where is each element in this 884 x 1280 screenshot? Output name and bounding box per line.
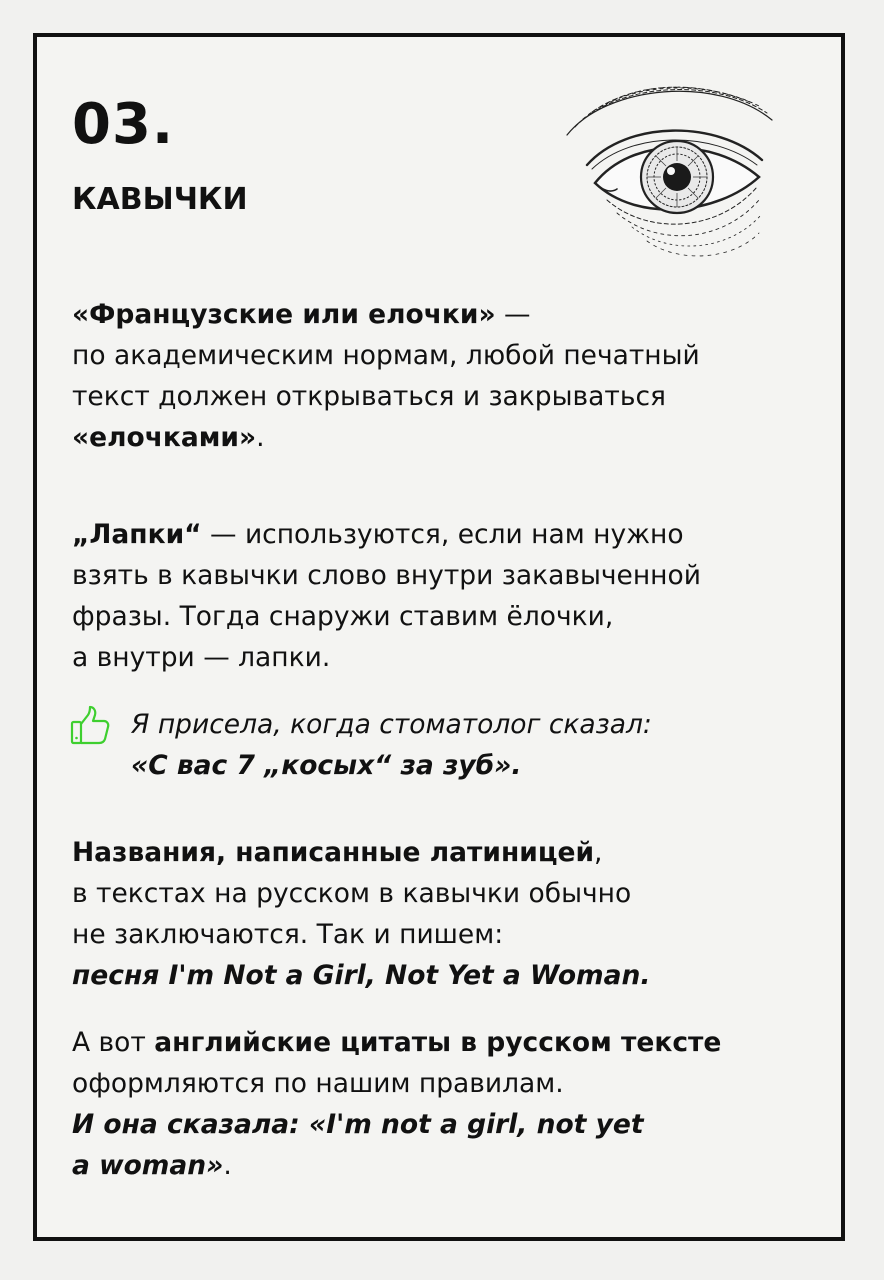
slide-card (33, 33, 845, 1241)
term-lapki: „Лапки“ (72, 519, 202, 550)
text-span: А вот (72, 1027, 155, 1058)
example-quote: «С вас 7 „косых“ за зуб». (131, 750, 522, 781)
paragraph-french-quotes (72, 294, 812, 458)
term-elochki: «елочками» (72, 422, 257, 453)
paragraph-line (72, 294, 812, 335)
thumbs-up-icon (69, 704, 111, 746)
paragraph-line: песня I'm Not a Girl, Not Yet a Woman. (72, 960, 651, 991)
example-line (131, 745, 652, 786)
paragraph-line (72, 417, 812, 458)
term-english-quotes: английские цитаты в русском тексте (154, 1027, 722, 1058)
paragraph-line (72, 1022, 812, 1063)
term-latin-names: Названия, написанные латиницей (72, 837, 595, 868)
paragraph-line (72, 1145, 812, 1186)
term-french-quotes: «Французские или елочки» (72, 299, 496, 330)
text-span: — (495, 299, 531, 330)
paragraph-line: И она сказала: «I'm not a girl, not yet (72, 1109, 644, 1140)
example-block (69, 704, 809, 804)
text-span: . (256, 422, 265, 453)
paragraph-line: а внутри — лапки. (72, 642, 331, 673)
eye-engraving-icon (547, 65, 787, 265)
example-line: Я присела, когда стоматолог сказал: (131, 709, 652, 740)
paragraph-latin-names (72, 832, 812, 996)
paragraph-line: взять в кавычки слово внутри закавыченной (72, 560, 701, 591)
paragraph-lapki (72, 514, 812, 678)
slide-number: 03. (72, 92, 175, 157)
paragraph-line (72, 832, 812, 873)
example-text (131, 704, 652, 786)
text-span: . (223, 1150, 232, 1181)
paragraph-line: оформляются по нашим правилам. (72, 1068, 564, 1099)
paragraph-english-quotes (72, 1022, 812, 1186)
paragraph-line: по академическим нормам, любой печатный (72, 340, 700, 371)
paragraph-line (72, 514, 812, 555)
text-span: , (594, 837, 603, 868)
paragraph-line: фразы. Тогда снаружи ставим ёлочки, (72, 601, 614, 632)
paragraph-line: не заключаются. Так и пишем: (72, 919, 504, 950)
text-span: — используются, если нам нужно (201, 519, 684, 550)
text-span: a woman» (72, 1150, 224, 1181)
paragraph-line: текст должен открываться и закрываться (72, 381, 666, 412)
slide-heading: КАВЫЧКИ (72, 182, 248, 217)
paragraph-line: в текстах на русском в кавычки обычно (72, 878, 632, 909)
